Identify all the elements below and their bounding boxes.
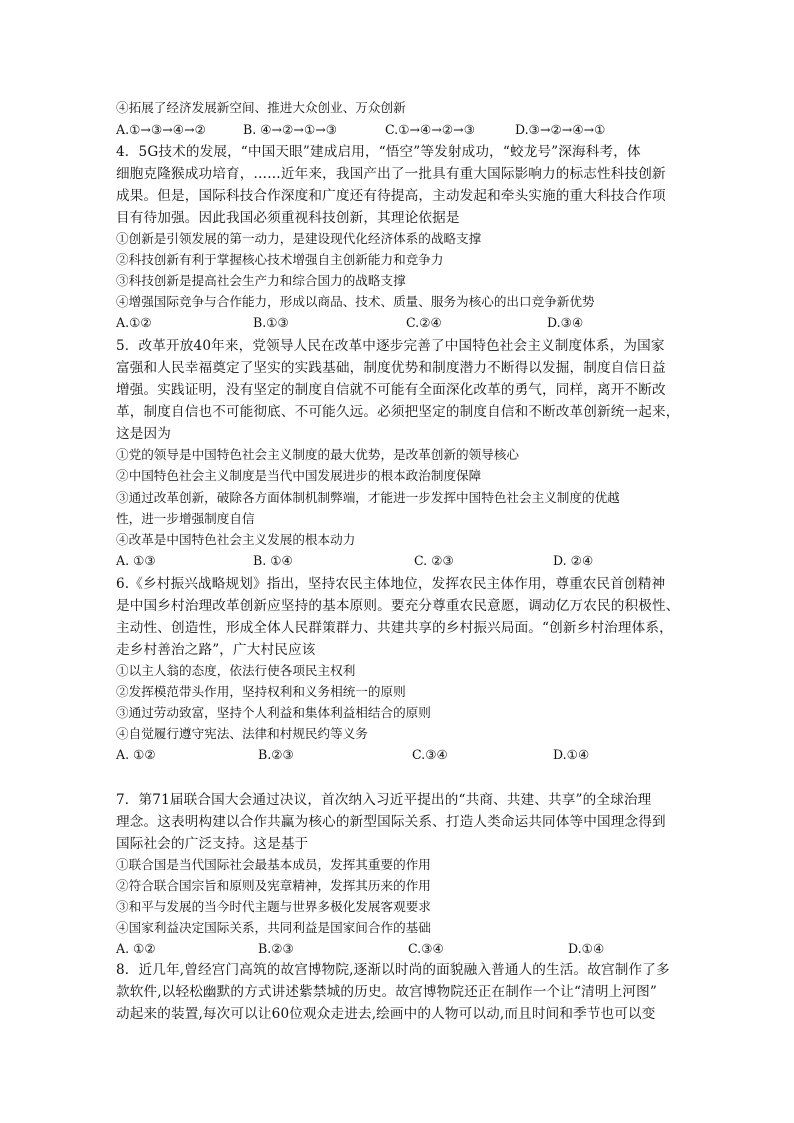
q5-stem-line: 这是因为: [116, 426, 171, 442]
q6-option-2: ②发挥模范带头作用，坚持权利和义务相统一的原则: [116, 684, 406, 699]
q8-stem-line: 动起来的装置,每次可以让60位观众走进去,绘画中的人物可以动,而且时间和季节也可以变: [116, 1006, 656, 1022]
q7-choices: [116, 939, 696, 960]
q3-choice-b: B. ④→②→①→③: [243, 122, 338, 137]
q5-stem-line: 富强和人民幸福奠定了坚实的实践基础，制度优势和制度潜力不断得以发掘，制度自信日益: [116, 360, 666, 376]
q5-option-2: ②中国特色社会主义制度是当代中国发展进步的根本政治制度保障: [116, 468, 482, 483]
q6-stem-line: 主动性、创造性，形成全体人民群策群力、共建共享的乡村振兴局面。“创新乡村治理体系，: [116, 620, 673, 636]
q4-choice-d: D.③④: [547, 315, 584, 330]
q5-option-4: ④改革是中国特色社会主义发展的根本动力: [116, 532, 356, 547]
q7-stem-line: 7．第71届联合国大会通过决议，首次纳入习近平提出的“共商、共建、共享”的全球治理: [116, 792, 652, 808]
q4-choice-b: B.①③: [253, 315, 289, 330]
q5-choice-b: B. ①④: [253, 553, 293, 568]
q8-stem-line: 8．近几年,曾经宫门高筑的故宫博物院,逐渐以时尚的面貌融入普通人的生活。故宫制作了多: [116, 962, 670, 978]
q5-option-3: ③通过改革创新，破除各方面体制机制弊端，才能进一步发挥中国特色社会主义制度的优越: [116, 490, 620, 505]
q6-stem-line: 是中国乡村治理改革创新应坚持的基本原则。要充分尊重农民意愿，调动亿万农民的积极性、: [116, 598, 680, 614]
q4-stem-line: 目有待加强。因此我国必须重视科技创新，其理论依据是: [116, 210, 460, 226]
q4-stem-line: 4．5G技术的发展，“中国天眼”建成启用，“悟空”等发射成功，“蛟龙号”深海科考，体: [116, 144, 641, 160]
q5-option-1: ①党的领导是中国特色社会主义制度的最大优势，是改革创新的领导核心: [116, 447, 519, 462]
q3-choice-a: A.①→③→④→②: [116, 122, 206, 137]
q3-choices: [116, 120, 696, 141]
q6-choice-c: C.③④: [412, 747, 448, 762]
q5-choice-d: D. ②④: [553, 553, 594, 568]
q6-option-4: ④自觉履行遵守宪法、法律和村规民约等义务: [116, 726, 368, 741]
q6-choice-b: B.②③: [258, 747, 294, 762]
q5-stem-line: 5．改革开放40年来，党领导人民在改革中逐步完善了中国特色社会主义制度体系，为国家: [116, 338, 665, 354]
q3-choice-d: D.③→②→④→①: [515, 122, 606, 137]
q4-choice-a: A.①②: [116, 315, 152, 330]
q7-option-4: ④国家利益决定国际关系，共同利益是国家间合作的基础: [116, 920, 431, 935]
q4-stem-line: 成果。但是，国际科技合作深度和广度还有待提高，主动发起和牵头实施的重大科技合作项: [116, 188, 666, 204]
q3-option-4: ④拓展了经济发展新空间、推进大众创业、万众创新: [116, 100, 406, 115]
q7-choice-a: A. ①②: [116, 941, 156, 956]
q6-stem-line: 走乡村善治之路”，广大村民应该: [116, 642, 316, 658]
q6-choice-a: A. ①②: [116, 747, 156, 762]
q7-stem-line: 理念。这表明构建以合作共赢为核心的新型国际关系、打造人类命运共同体等中国理念得到: [116, 814, 666, 830]
q7-option-2: ②符合联合国宗旨和原则及宪章精神，发挥其历来的作用: [116, 878, 431, 893]
q5-option-3-cont: 性，进一步增强制度自信: [116, 511, 255, 526]
q5-choice-c: C. ②③: [414, 553, 454, 568]
q5-choice-a: A. ①③: [116, 553, 156, 568]
q6-choice-d: D.①④: [553, 747, 590, 762]
q7-choice-d: D.①④: [568, 941, 605, 956]
q3-choice-c: C.①→④→②→③: [385, 122, 476, 137]
q4-option-4: ④增强国际竞争与合作能力，形成以商品、技术、质量、服务为核心的出口竞争新优势: [116, 294, 595, 309]
q4-option-1: ①创新是引领发展的第一动力，是建设现代化经济体系的战略支撑: [116, 231, 482, 246]
q4-option-3: ③科技创新是提高社会生产力和综合国力的战略支撑: [116, 273, 406, 288]
q7-stem-line: 国际社会的广泛支持。这是基于: [116, 836, 309, 852]
q8-stem-line: 款软件,以轻松幽默的方式讲述紫禁城的历史。故宫博物院还正在制作一个让“清明上河图”: [116, 984, 657, 1000]
q5-stem-line: 增强。实践证明，没有坚定的制度自信就不可能有全面深化改革的勇气，同样，离开不断改: [116, 382, 666, 398]
q4-option-2: ②科技创新有利于掌握核心技术增强自主创新能力和竞争力: [116, 252, 444, 267]
q4-stem-line: 细胞克隆猴成功培育，……近年来，我国产出了一批具有重大国际影响力的标志性科技创新: [116, 166, 666, 182]
q7-option-1: ①联合国是当代国际社会最基本成员，发挥其重要的作用: [116, 857, 431, 872]
q6-stem-line: 6.《乡村振兴战略规划》指出，坚持农民主体地位，发挥农民主体作用，尊重农民首创精神: [116, 576, 666, 592]
q5-stem-line: 革，制度自信也不可能彻底、不可能久远。必须把坚定的制度自信和不断改革创新统一起来，: [116, 404, 680, 420]
q6-option-3: ③通过劳动致富，坚持个人利益和集体利益相结合的原则: [116, 705, 431, 720]
q6-choices: [116, 745, 696, 766]
q4-choice-c: C.②④: [406, 315, 442, 330]
q6-option-1: ①以主人翁的态度，依法行使各项民主权利: [116, 663, 356, 678]
q7-option-3: ③和平与发展的当今时代主题与世界多极化发展客观要求: [116, 899, 431, 914]
q4-choices: [116, 313, 696, 334]
q7-choice-b: B.②③: [258, 941, 294, 956]
q7-choice-c: C.③④: [408, 941, 444, 956]
q5-choices: [116, 551, 696, 572]
